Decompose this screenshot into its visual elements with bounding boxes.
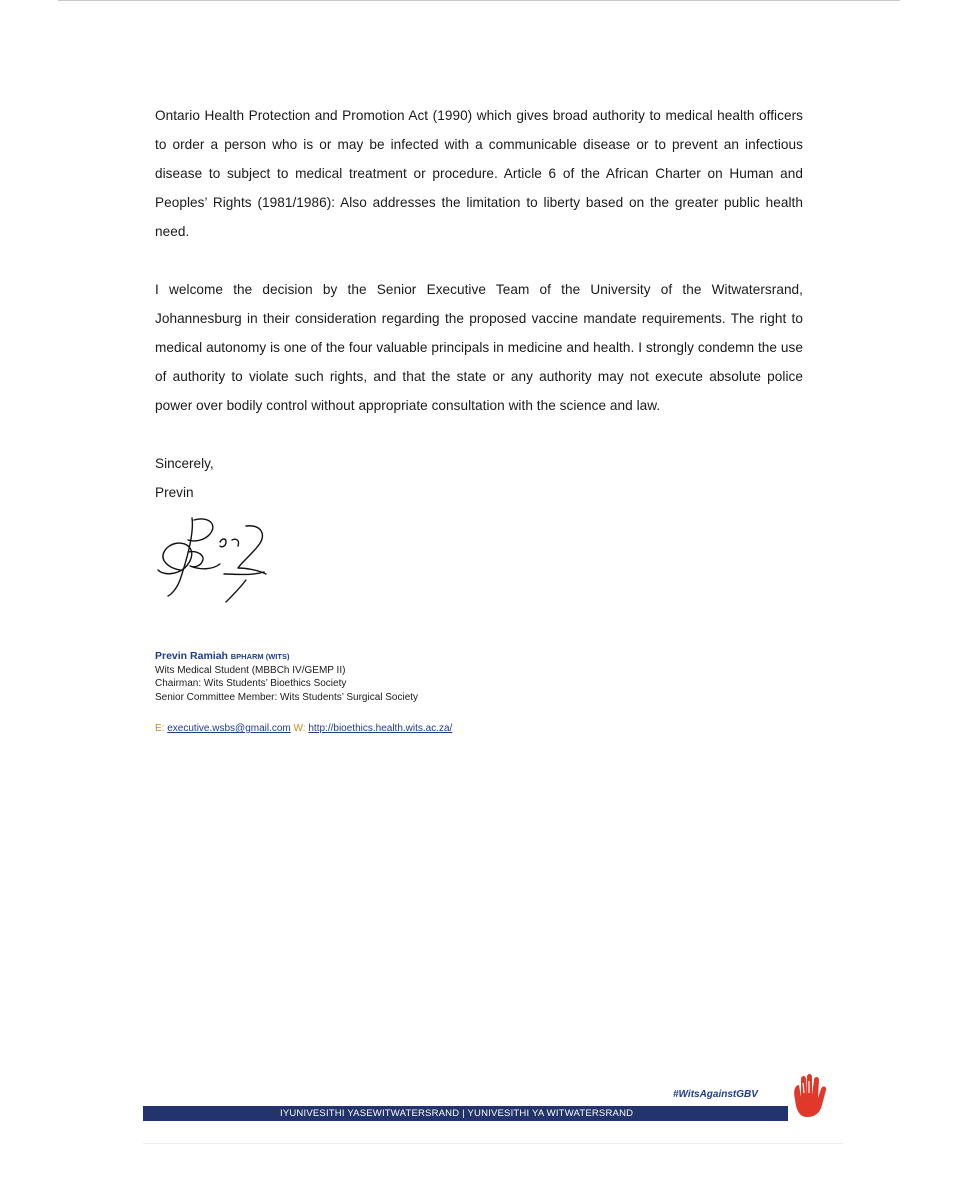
signatory-degree: BPHARM (WITS)	[230, 652, 290, 661]
campaign-hashtag: #WitsAgainstGBV	[673, 1089, 758, 1100]
signature-block	[155, 650, 418, 704]
university-footer-band	[143, 1106, 788, 1121]
closing-block	[155, 449, 214, 507]
bottom-divider	[143, 1143, 843, 1144]
email-link[interactable]: executive.wsbs@gmail.com	[167, 723, 291, 734]
top-divider	[58, 0, 900, 1]
signatory-title-1: Wits Medical Student (MBBCh IV/GEMP II)	[155, 664, 346, 676]
contact-line	[155, 722, 452, 735]
website-label: W:	[293, 723, 306, 734]
website-link[interactable]: http://bioethics.health.wits.ac.za/	[308, 723, 453, 734]
signatory-name: Previn Ramiah	[155, 650, 228, 662]
footer-band-text: IYUNIVESITHI YASEWITWATERSRAND | YUNIVESITHI YA WITWATERSRAND	[280, 1108, 634, 1119]
signatory-title-2: Chairman: Wits Students’ Bioethics Society	[155, 678, 347, 689]
handwritten-signature	[150, 512, 280, 604]
email-label: E:	[155, 723, 165, 734]
signatory-title-3: Senior Committee Member: Wits Students’ Surgical Society	[155, 691, 419, 703]
red-hand-icon	[785, 1071, 829, 1119]
closing-salutation: Sincerely,	[155, 456, 214, 471]
letter-paragraph-2: I welcome the decision by the Senior Executive Team of the University of the Witwatersrand, Johannesburg in their consideration regarding the proposed vaccine mandate requirements. The right to medical autonomy is one of the four valuable principals in medicine and health. I strongly condemn the use of authority to violate such rights, and that the state or any authority may not execute absolute police power over bodily control without appropriate consultation with the science and law.	[155, 282, 803, 413]
signoff-name: Previn	[155, 485, 194, 500]
letter-paragraph-1: Ontario Health Protection and Promotion Act (1990) which gives broad authority to medical health officers to order a person who is or may be infected with a communicable disease or to prevent an infectious disease to subject to medical treatment or procedure. Article 6 of the African Charter on Human and Peoples’ Rights (1981/1986): Also addresses the limitation to liberty based on the greater public health need.	[155, 108, 803, 239]
